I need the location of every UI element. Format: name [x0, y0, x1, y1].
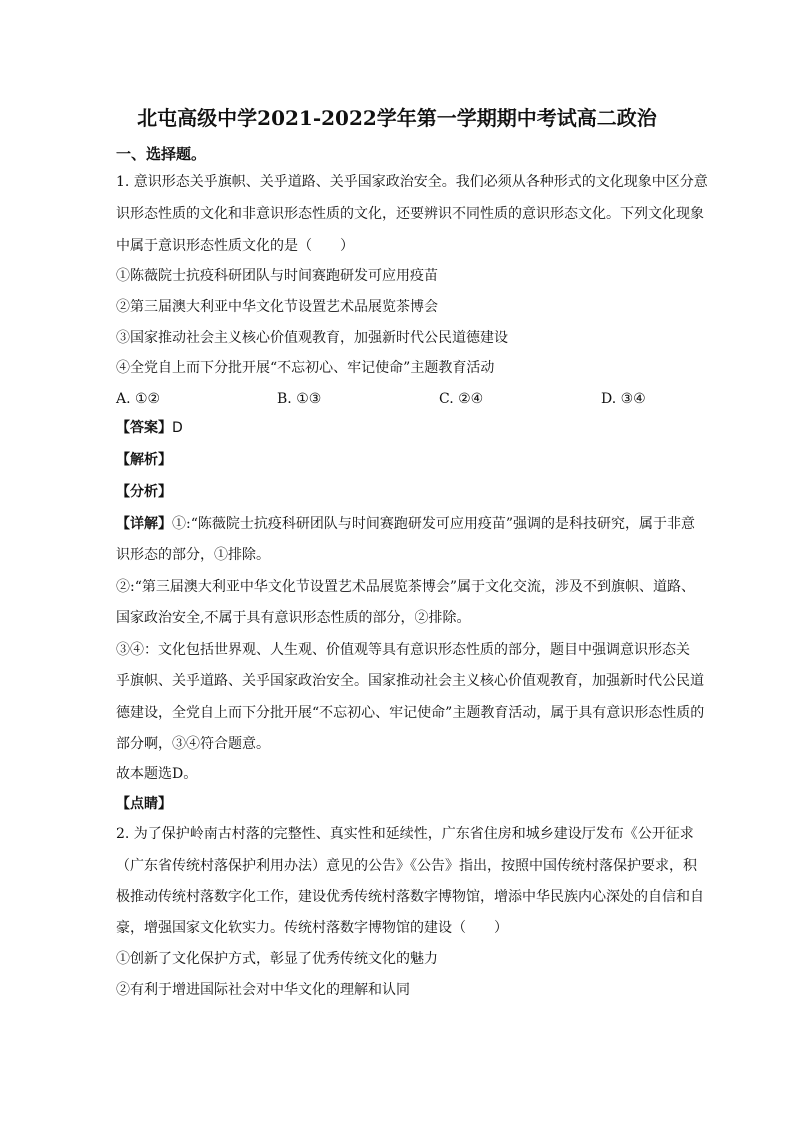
- dianjing-label: 【点睛】: [116, 796, 172, 812]
- q1-item-2: ②第三届澳大利亚中华文化节设置艺术品展览茶博会: [116, 299, 438, 315]
- q1-detail-line-6: 乎旗帜、关乎道路、关乎国家政治安全。国家推动社会主义核心价值观教育，加强新时代公民道: [116, 673, 704, 689]
- q1-detail-line-5: ③④：文化包括世界观、人生观、价值观等具有意识形态性质的部分，题目中强调意识形态关: [116, 642, 690, 658]
- q1-item-3: ③国家推动社会主义核心价值观教育，加强新时代公民道德建设: [116, 330, 508, 346]
- q2-item-1: ①创新了文化保护方式，彰显了优秀传统文化的魅力: [116, 951, 438, 967]
- q1-option-c: C. ②④: [439, 391, 484, 407]
- answer-label: 【答案】: [116, 420, 172, 436]
- q1-option-a: A. ①②: [116, 391, 161, 407]
- page-title: 北屯高级中学2021-2022学年第一学期期中考试高二政治: [137, 106, 657, 130]
- q1-item-4: ④全党自上而下分批开展“不忘初心、牢记使命”主题教育活动: [116, 360, 495, 376]
- q1-stem-line-2: 识形态性质的文化和非意识形态性质的文化，还要辨识不同性质的意识形态文化。下列文化现象: [116, 206, 704, 222]
- q1-item-1: ①陈薇院士抗疫科研团队与时间赛跑研发可应用疫苗: [116, 268, 438, 284]
- q1-detail-line-8: 部分啊，③④符合题意。: [116, 736, 270, 752]
- q1-detail-line-3: ②:“第三届澳大利亚中华文化节设置艺术品展览茶博会”属于文化交流，涉及不到旗帜、道路、: [116, 579, 696, 595]
- q2-stem-line-2: （广东省传统村落保护利用办法）意见的公告》《公告》指出，按照中国传统村落保护要求，积: [116, 858, 697, 874]
- q1-stem-line-1: 1. 意识形态关乎旗帜、关乎道路、关乎国家政治安全。我们必须从各种形式的文化现象中区分意: [116, 174, 708, 190]
- q2-item-2: ②有利于增进国际社会对中华文化的理解和认同: [116, 982, 410, 998]
- q1-detail-line-4: 国家政治安全,不属于具有意识形态性质的部分，②排除。: [116, 610, 471, 626]
- q1-answer: [116, 418, 706, 438]
- q2-stem-line-3: 极推动传统村落数字化工作，建设优秀传统村落数字博物馆，增添中华民族内心深处的自信和自: [116, 889, 704, 905]
- q1-detail-line-7: 德建设，全党自上而下分批开展“不忘初心、牢记使命”主题教育活动，属于具有意识形态性质的: [116, 705, 705, 721]
- detail-text-1: ①:“陈薇院士抗疫科研团队与时间赛跑研发可应用疫苗”强调的是科技研究，属于非意: [172, 516, 696, 532]
- q1-option-b: B. ①③: [277, 391, 322, 407]
- q2-stem-line-4: 豪，增强国家文化软实力。传统村落数字博物馆的建设（ ）: [116, 920, 508, 936]
- q2-stem-line-1: 2. 为了保护岭南古村落的完整性、真实性和延续性，广东省住房和城乡建设厅发布《公开征求: [116, 826, 694, 842]
- fenxi-label: 【分析】: [116, 484, 172, 500]
- q1-option-d: D. ③④: [601, 391, 646, 407]
- detail-label: 【详解】: [116, 516, 172, 532]
- section-heading: 一、选择题。: [116, 145, 207, 163]
- q1-stem-line-3: 中属于意识形态性质文化的是（ ）: [116, 238, 354, 254]
- answer-value: D: [172, 420, 183, 436]
- q1-detail-line-2: 识形态的部分，①排除。: [116, 547, 270, 563]
- jiexi-label: 【解析】: [116, 452, 172, 468]
- q1-detail-line-1: [116, 514, 706, 534]
- q1-conclusion: 故本题选D。: [116, 766, 198, 782]
